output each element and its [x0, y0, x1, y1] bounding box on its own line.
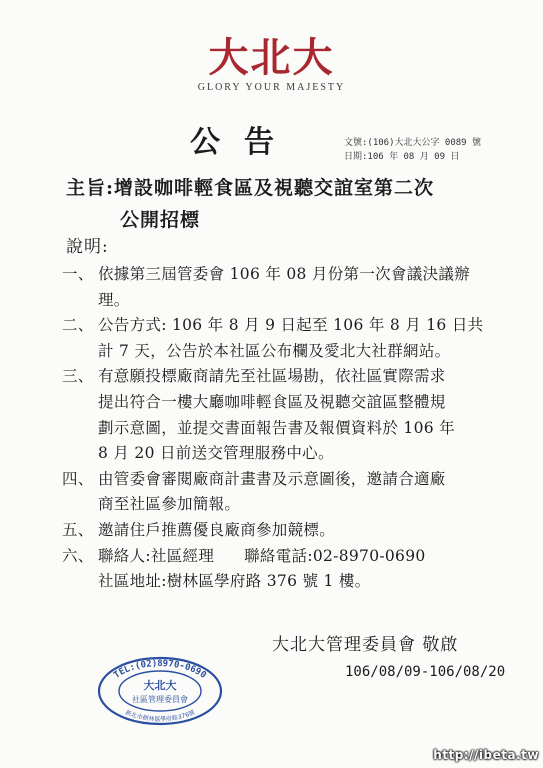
item-6-contact — [62, 544, 512, 595]
item-line: 公告方式: 106 年 8 月 9 日起至 106 年 8 月 16 日共 — [98, 316, 484, 335]
subject-label: 主旨: — [66, 177, 115, 199]
notice-title: 公告 — [190, 125, 298, 160]
contact-person: 聯絡人:社區經理 — [98, 546, 215, 565]
explanation-label: 說明: — [66, 237, 109, 257]
item-5 — [62, 518, 512, 544]
logo-text: 大北大 — [208, 34, 335, 81]
signature-period: 106/08/09-106/08/20 — [345, 664, 506, 680]
item-line: 理。 — [98, 290, 130, 309]
subject-line-1 — [66, 170, 434, 206]
item-line: 由管委會審閱廠商計畫書及示意圖後，邀請合適廠 — [98, 469, 446, 488]
item-line: 劃示意圖，並提交書面報告書及報價資料於 106 年 — [98, 418, 455, 437]
item-2 — [62, 313, 512, 364]
item-line: 邀請住戶推薦優良廠商參加競標。 — [98, 520, 336, 539]
watermark-url: http://ibeta.tw — [433, 748, 539, 762]
item-line: 有意願投標廠商請先至社區場勘，依社區實際需求 — [98, 367, 446, 386]
item-number: 五、 — [62, 520, 94, 539]
subject-text: 增設咖啡輕食區及視聽交誼室第二次 — [114, 177, 435, 199]
item-number: 二、 — [62, 316, 94, 335]
signature-org: 大北大管理委員會 敬啟 — [272, 635, 459, 655]
explanation-items — [62, 262, 512, 595]
doc-date: 日期:106 年 08 月 09 日 — [344, 152, 460, 162]
contact-line — [62, 544, 512, 570]
item-line: 商至社區參加簡報。 — [98, 495, 241, 514]
item-1 — [62, 262, 512, 313]
item-number: 四、 — [62, 469, 94, 488]
item-number: 三、 — [62, 367, 94, 386]
item-line: 依據第三屆管委會 106 年 08 月份第一次會議決議辦 — [98, 265, 470, 283]
committee-stamp — [96, 655, 224, 727]
item-number: 一、 — [62, 265, 94, 283]
item-number: 六、 — [62, 546, 94, 565]
doc-number: 文號:(106)大北大公字 0089 號 — [344, 138, 482, 148]
contact-address: 社區地址:樹林區學府路 376 號 1 樓。 — [98, 572, 371, 591]
stamp-tel: TEL:(02)8970-0690 — [112, 659, 208, 681]
contact-phone: 聯絡電話:02-8970-0690 — [244, 546, 426, 565]
stamp-name: 大北大 — [143, 679, 177, 692]
subject-line-2: 公開招標 — [120, 209, 201, 231]
logo-tagline: GLORY YOUR MAJESTY — [197, 82, 346, 93]
item-line: 8 月 20 日前送交管理服務中心。 — [98, 444, 334, 463]
item-line: 計 7 天，公告於本社區公布欄及愛北大社群網站。 — [98, 341, 451, 360]
stamp-bottom: 新北市樹林區學府路376號 — [124, 709, 196, 724]
item-line: 提出符合一樓大廳咖啡輕食區及視聽交誼區整體規 — [98, 392, 446, 411]
stamp-committee: 社區管理委員會 — [132, 695, 188, 704]
item-4 — [62, 467, 512, 518]
item-3 — [62, 364, 512, 466]
